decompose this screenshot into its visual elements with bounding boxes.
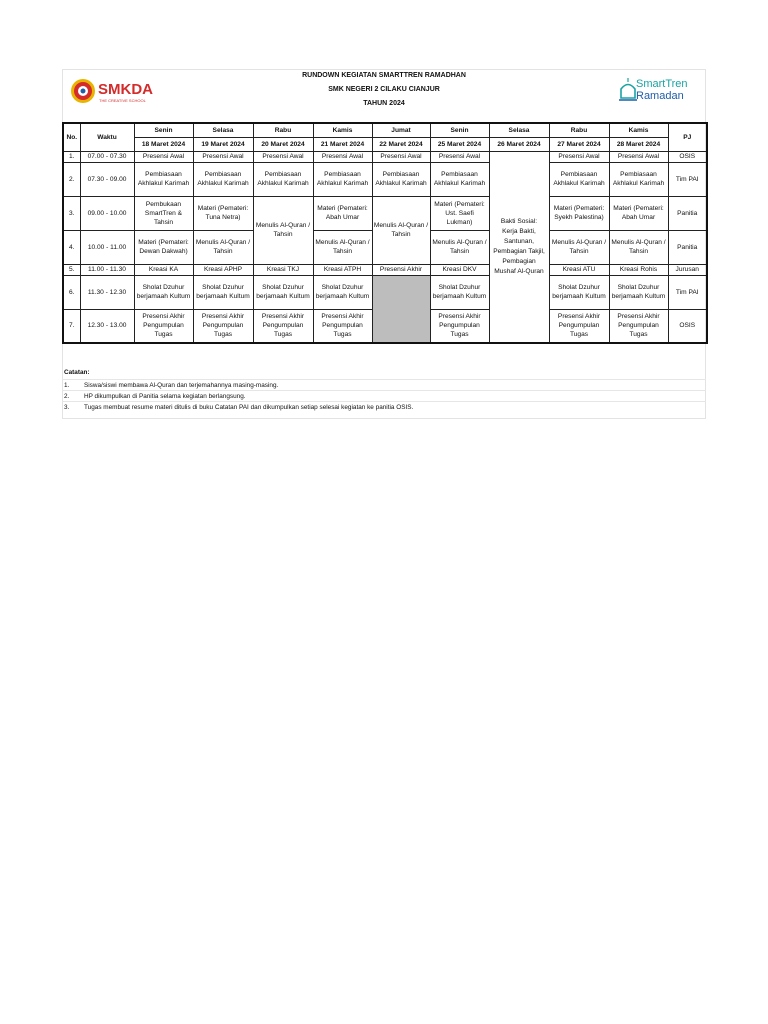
header-day: Jumat	[372, 123, 430, 137]
activity-cell: Menulis Al-Quran / Tahsin	[313, 230, 372, 264]
activity-cell: Presensi Akhir Pengumpulan Tugas	[609, 309, 668, 343]
activity-cell: Materi (Pemateri: Abah Umar	[609, 196, 668, 230]
activity-cell: Kreasi TKJ	[253, 264, 313, 275]
activity-cell: Menulis Al-Quran / Tahsin	[549, 230, 609, 264]
rundown-table	[62, 122, 708, 344]
activity-cell: Pembiasaan Akhlakul Karimah	[430, 162, 489, 196]
row-waktu: 07.00 - 07.30	[80, 151, 134, 162]
activity-cell: Materi (Pemateri: Ust. Saefi Lukman)	[430, 196, 489, 230]
row-waktu: 09.00 - 10.00	[80, 196, 134, 230]
row-pj: Tim PAI	[668, 275, 707, 309]
mosque-icon	[619, 78, 637, 100]
smarttren-logo-line1: SmartTren	[636, 78, 688, 90]
header-date: 25 Maret 2024	[430, 137, 489, 151]
activity-cell: Pembiasaan Akhlakul Karimah	[193, 162, 253, 196]
note-text: Siswa/siswi membawa Al-Quran dan terjemahannya masing-masing.	[84, 382, 279, 389]
activity-cell: Kreasi ATPH	[313, 264, 372, 275]
row-no: 3.	[63, 196, 80, 230]
activity-cell: Presensi Awal	[134, 151, 193, 162]
header-date: 22 Maret 2024	[372, 137, 430, 151]
row-waktu: 10.00 - 11.00	[80, 230, 134, 264]
activity-cell: Pembiasaan Akhlakul Karimah	[609, 162, 668, 196]
row-pj: OSIS	[668, 151, 707, 162]
row-no: 2.	[63, 162, 80, 196]
note-number: 2.	[64, 393, 70, 400]
activity-cell: Presensi Awal	[253, 151, 313, 162]
activity-cell: Kreasi Rohis	[609, 264, 668, 275]
activity-cell: Sholat Dzuhur berjamaah Kultum	[313, 275, 372, 309]
header-date: 20 Maret 2024	[253, 137, 313, 151]
notes-title: Catatan:	[64, 369, 90, 376]
table-row	[63, 264, 707, 275]
row-waktu: 12.30 - 13.00	[80, 309, 134, 343]
title-line-3: TAHUN 2024	[363, 100, 405, 107]
row-waktu: 07.30 - 09.00	[80, 162, 134, 196]
row-waktu: 11.30 - 12.30	[80, 275, 134, 309]
header-day: Selasa	[489, 123, 549, 137]
activity-cell: Pembiasaan Akhlakul Karimah	[313, 162, 372, 196]
activity-cell: Pembiasaan Akhlakul Karimah	[372, 162, 430, 196]
activity-cell: Presensi Akhir Pengumpulan Tugas	[313, 309, 372, 343]
activity-cell: Presensi Awal	[193, 151, 253, 162]
activity-cell: Presensi Akhir Pengumpulan Tugas	[134, 309, 193, 343]
activity-cell: Presensi Akhir Pengumpulan Tugas	[430, 309, 489, 343]
activity-cell: Materi (Pemateri: Abah Umar	[313, 196, 372, 230]
header-pj: PJ	[668, 123, 707, 151]
activity-cell: Menulis Al-Quran / Tahsin	[609, 230, 668, 264]
activity-cell: Pembiasaan Akhlakul Karimah	[253, 162, 313, 196]
table-row	[63, 151, 707, 162]
row-no: 4.	[63, 230, 80, 264]
activity-cell: Sholat Dzuhur berjamaah Kultum	[134, 275, 193, 309]
activity-cell: Menulis Al-Quran / Tahsin	[372, 196, 430, 264]
row-pj: Tim PAI	[668, 162, 707, 196]
activity-cell: Sholat Dzuhur berjamaah Kultum	[609, 275, 668, 309]
header-date: 18 Maret 2024	[134, 137, 193, 151]
activity-cell: Kreasi KA	[134, 264, 193, 275]
activity-cell: Presensi Awal	[313, 151, 372, 162]
row-pj: Panitia	[668, 230, 707, 264]
header-day: Senin	[430, 123, 489, 137]
row-no: 1.	[63, 151, 80, 162]
table-row	[63, 162, 707, 196]
header-day: Selasa	[193, 123, 253, 137]
header-day: Kamis	[609, 123, 668, 137]
smarttren-logo	[618, 76, 702, 106]
header-day: Kamis	[313, 123, 372, 137]
activity-cell: Materi (Pemateri: Dewan Dakwah)	[134, 230, 193, 264]
activity-cell: Kreasi ATU	[549, 264, 609, 275]
empty-grey-cell	[372, 275, 430, 343]
title-line-1: RUNDOWN KEGIATAN SMARTTREN RAMADHAN	[302, 72, 466, 79]
activity-cell: Presensi Akhir Pengumpulan Tugas	[253, 309, 313, 343]
activity-cell: Presensi Awal	[430, 151, 489, 162]
row-no: 7.	[63, 309, 80, 343]
activity-cell: Menulis Al-Quran / Tahsin	[253, 196, 313, 264]
header-date: 19 Maret 2024	[193, 137, 253, 151]
rundown-sheet	[62, 69, 706, 419]
selasa-bakti-sosial-cell: Bakti Sosial: Kerja Bakti, Santunan, Pembagian Takjil, Pembagian Mushaf Al-Quran	[489, 151, 549, 343]
activity-cell: Menulis Al-Quran / Tahsin	[193, 230, 253, 264]
activity-cell: Presensi Awal	[609, 151, 668, 162]
activity-cell: Presensi Akhir	[372, 264, 430, 275]
activity-cell: Presensi Akhir Pengumpulan Tugas	[549, 309, 609, 343]
activity-cell: Sholat Dzuhur berjamaah Kultum	[193, 275, 253, 309]
table-row	[63, 275, 707, 309]
header-day: Rabu	[253, 123, 313, 137]
header-date: 28 Maret 2024	[609, 137, 668, 151]
header-waktu: Waktu	[80, 123, 134, 151]
note-text: HP dikumpulkan di Panitia selama kegiatan berlangsung.	[84, 393, 246, 400]
header-no: No.	[63, 123, 80, 151]
activity-cell: Presensi Awal	[372, 151, 430, 162]
title-line-2: SMK NEGERI 2 CILAKU CIANJUR	[328, 86, 440, 93]
row-no: 6.	[63, 275, 80, 309]
note-number: 3.	[64, 404, 70, 411]
smkda-logo-name: SMKDA	[98, 81, 153, 98]
smkda-logo-tagline: THE CREATIVE SCHOOL	[99, 98, 146, 103]
activity-cell: Pembiasaan Akhlakul Karimah	[549, 162, 609, 196]
smarttren-logo-line2: Ramadan	[636, 90, 684, 102]
activity-cell: Sholat Dzuhur berjamaah Kultum	[253, 275, 313, 309]
activity-cell: Presensi Awal	[549, 151, 609, 162]
activity-cell: Kreasi APHP	[193, 264, 253, 275]
header-date: 26 Maret 2024	[489, 137, 549, 151]
note-text: Tugas membuat resume materi ditulis di buku Catatan PAI dan dikumpulkan setiap selesai kegiatan ke panitia OSIS.	[84, 404, 414, 411]
row-waktu: 11.00 - 11.30	[80, 264, 134, 275]
row-no: 5.	[63, 264, 80, 275]
activity-cell: Menulis Al-Quran / Tahsin	[430, 230, 489, 264]
row-pj: Jurusan	[668, 264, 707, 275]
row-pj: OSIS	[668, 309, 707, 343]
header-date: 27 Maret 2024	[549, 137, 609, 151]
activity-cell: Presensi Akhir Pengumpulan Tugas	[193, 309, 253, 343]
activity-cell: Pembiasaan Akhlakul Karimah	[134, 162, 193, 196]
note-number: 1.	[64, 382, 70, 389]
activity-cell: Kreasi DKV	[430, 264, 489, 275]
activity-cell: Pembukaan SmartTren & Tahsin	[134, 196, 193, 230]
header-date: 21 Maret 2024	[313, 137, 372, 151]
activity-cell: Materi (Pemateri: Syekh Palestina)	[549, 196, 609, 230]
note-item	[62, 401, 706, 413]
activity-cell: Materi (Pemateri: Tuna Netra)	[193, 196, 253, 230]
activity-cell: Sholat Dzuhur berjamaah Kultum	[549, 275, 609, 309]
table-row	[63, 196, 707, 230]
row-pj: Panitia	[668, 196, 707, 230]
header-day: Rabu	[549, 123, 609, 137]
activity-cell: Sholat Dzuhur berjamaah Kultum	[430, 275, 489, 309]
header-day: Senin	[134, 123, 193, 137]
